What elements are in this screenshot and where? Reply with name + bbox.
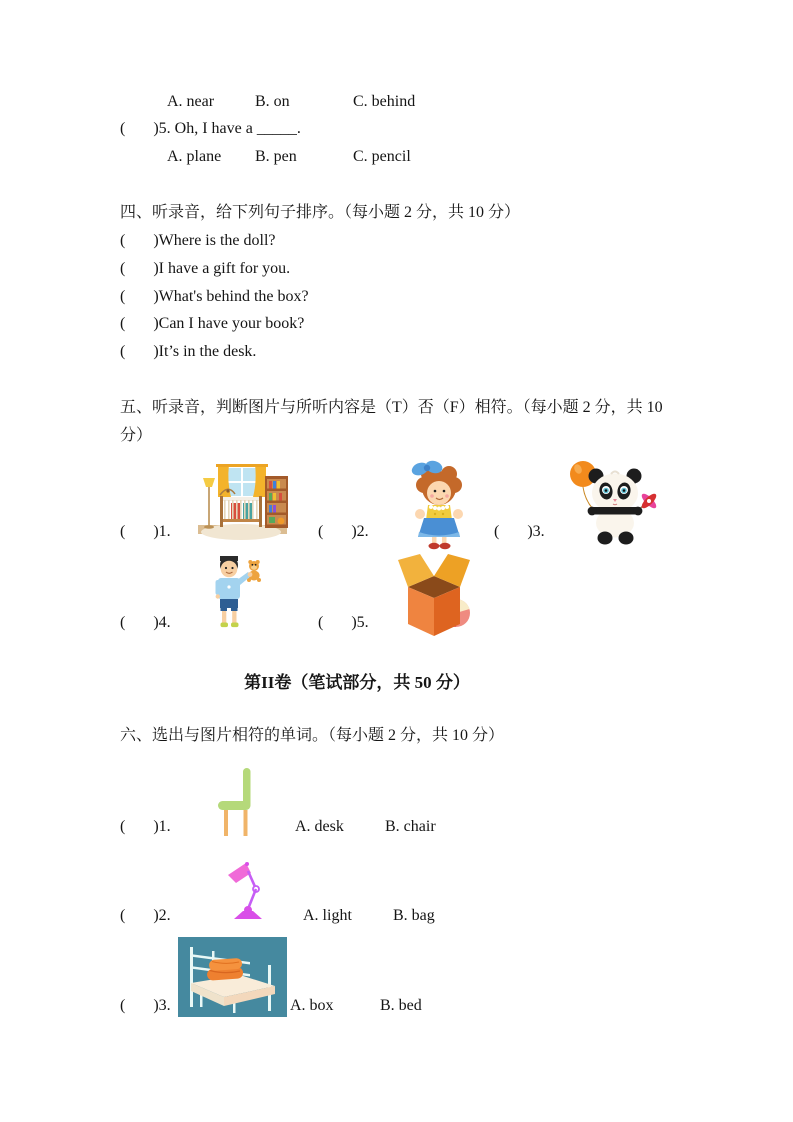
section6-label-3: ( )3. xyxy=(120,997,171,1014)
option-b-pen: B. pen xyxy=(255,148,297,165)
section5-title-line2: 分） xyxy=(120,427,153,444)
option-b-chair: B. chair xyxy=(385,818,436,835)
section5-label-5: ( )5. xyxy=(318,614,369,631)
section5-label-1: ( )1. xyxy=(120,523,171,540)
doll-image xyxy=(400,458,478,550)
option-b-bed: B. bed xyxy=(380,997,422,1014)
option-a-plane: A. plane xyxy=(167,148,222,165)
bed-image xyxy=(178,937,287,1017)
question-5: ( )5. Oh, I have a _____. xyxy=(120,120,301,137)
section6-label-1: ( )1. xyxy=(120,818,171,835)
section4-title: 四、听录音，给下列句子排序。（每小题 2 分，共 10 分） xyxy=(120,204,521,221)
option-a-light: A. light xyxy=(303,907,352,924)
section4-item: ( )I have a gift for you. xyxy=(120,260,291,277)
section5-label-3: ( )3. xyxy=(494,523,545,540)
section6-title: 六、选出与图片相符的单词。（每小题 2 分，共 10 分） xyxy=(120,727,505,744)
desk-lamp-image xyxy=(226,861,268,921)
section5-title-line1: 五、听录音，判断图片与所听内容是（T）否（F）相符。（每小题 2 分，共 10 xyxy=(120,399,663,416)
option-a-box: A. box xyxy=(290,997,334,1014)
option-b-on: B. on xyxy=(255,93,290,110)
section4-item: ( )What's behind the box? xyxy=(120,288,309,305)
chair-image xyxy=(217,768,257,838)
section4-item: ( )It’s in the desk. xyxy=(120,343,257,360)
option-c-behind: C. behind xyxy=(353,93,416,110)
option-a-desk: A. desk xyxy=(295,818,344,835)
section4-item: ( )Where is the doll? xyxy=(120,232,276,249)
section4-item: ( )Can I have your book? xyxy=(120,315,305,332)
option-c-pencil: C. pencil xyxy=(353,148,411,165)
option-b-bag: B. bag xyxy=(393,907,435,924)
section6-label-2: ( )2. xyxy=(120,907,171,924)
part2-title: 第II卷（笔试部分，共 50 分） xyxy=(244,673,470,692)
nursery-room-image xyxy=(195,462,290,544)
section5-label-2: ( )2. xyxy=(318,523,369,540)
open-box-with-ball-image xyxy=(394,550,474,638)
panda-with-balloon-image xyxy=(563,456,659,546)
boy-with-teddy-image xyxy=(208,554,266,632)
option-a-near: A. near xyxy=(167,93,215,110)
section5-label-4: ( )4. xyxy=(120,614,171,631)
